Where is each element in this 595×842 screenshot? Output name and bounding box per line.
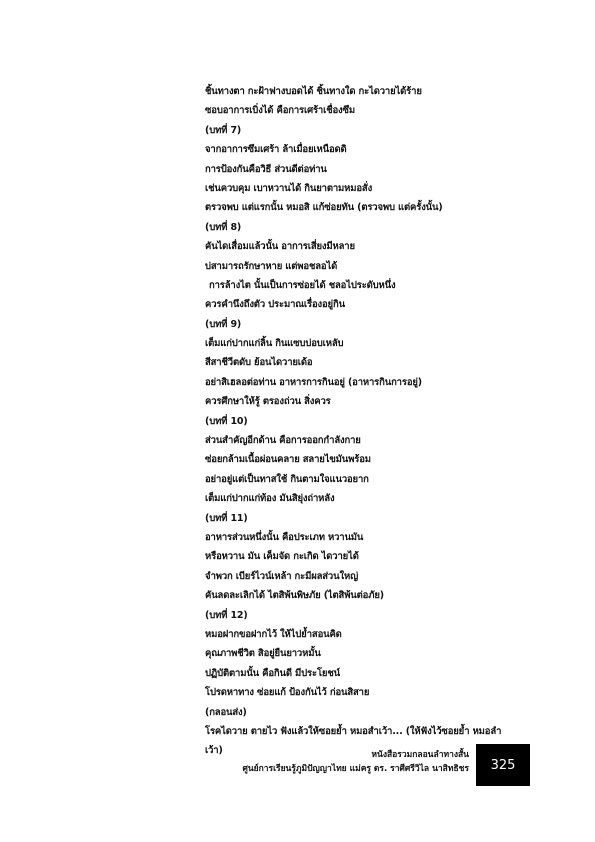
poem-line: การล้างไต นั้นเป็นการซ่อยได้ ชลอไประดับหนึ่ง <box>209 279 396 291</box>
footer-institution: ศูนย์การเรียนรู้ภูมิปัญญาไทย แม่ครู ดร. ราศีศรีวิไล นาสิทธิชร <box>242 764 469 774</box>
poem-line: หรือหวาน มัน เค็มจัด กะเกิด ไดวายได้ <box>205 551 359 563</box>
stanza-heading: (บทที่ 11) <box>205 512 248 524</box>
page-number-box <box>476 744 530 786</box>
poem-line: อาหารส่วนหนึ่งนั้น คือประเภท หวานมัน <box>205 531 364 543</box>
poem-line: จำพวก เบียร์ไวน์เหล้า กะมีผลส่วนใหญ่ <box>205 570 359 582</box>
footer-text <box>242 748 469 776</box>
poem-line: ชิ้นทางตา กะฝ้าฟางบอดได้ ชิ้นทางใด กะไดวายได้ร้าย <box>205 86 422 97</box>
page-number: 325 <box>490 757 516 773</box>
stanza-heading: (บทที่ 10) <box>205 415 248 427</box>
poem-line: เต็มแก่ปากแก่ลิ้น กินแซบบ่อบเหลับ <box>205 338 344 350</box>
poem-line: คันลดละเลิกได้ ไตสิพ้นพิษภัย (ไตสิพ้นต่อภัย) <box>205 590 384 602</box>
stanza-heading: (บทที่ 7) <box>205 124 242 136</box>
poem-line: คันไดเสื่อมแล้วนั้น อาการเสี่ยงมีหลาย <box>205 241 355 253</box>
poem-line: หมอฝากขอฝากไว้ ให้ไปย้ำสอนคิด <box>205 628 342 640</box>
poem-line: อย่าสิเฮลอต่อท่าน อาหารการกินอยู่ (อาหารกินการอยู่) <box>205 376 422 388</box>
stanza-heading: (บทที่ 8) <box>205 221 242 233</box>
poem-line: ซ่อยกล้ามเนื้อผ่อนคลาย สลายไขมันพร้อม <box>205 454 371 466</box>
poem-line: โปรดหาทาง ซ่อยแก้ ป้องกันไว้ ก่อนสิสาย <box>205 687 370 699</box>
poem-body <box>205 82 575 761</box>
poem-line: เช่นควบคุม เบาหวานได้ กินยาตามหมอสั่ง <box>205 182 373 194</box>
stanza-heading: (บทที่ 9) <box>205 318 242 330</box>
poem-line: สีสาชีวีตดับ ย้อนไดวายเด้อ <box>205 357 313 369</box>
poem-line: ซอบอาการเบิ่งได้ คือการเศร้าเชื่องซึม <box>205 105 355 117</box>
poem-line: การป้องกันคือวิธี ส่วนดีต่อท่าน <box>205 163 327 175</box>
poem-line: คุณภาพชีวิต สิอยู่ยืนยาวหมั้น <box>205 648 321 660</box>
poem-line: อย่าอยู่แต่เป็นทาสใช้ กินตามใจแนวอยาก <box>205 473 369 485</box>
poem-line: บ่สามารถรักษาหาย แต่พอชลอได้ <box>205 260 338 272</box>
poem-line: เว้า) <box>205 745 223 757</box>
poem-line: ตรวจพบ แต่แรกนั้น หมอสิ แก้ซ่อยทัน (ตรวจพบ แต่ครั้งนั้น) <box>205 202 443 214</box>
poem-line: จากอาการซึมเศร้า ล้าเมื่อยเหนือดดิ <box>205 144 347 156</box>
stanza-heading: (บทที่ 12) <box>205 609 248 621</box>
poem-line: ส่วนสำคัญอีกด้าน คือการออกกำลังกาย <box>205 435 361 447</box>
poem-line: ควรคำนึงถึงตัว ประมาณเรื่องอยู่กิน <box>205 299 345 311</box>
poem-line: ปฏิบัติตามนั้น คือกินดี มีประโยชน์ <box>205 667 340 679</box>
stanza-heading: (กลอนส่ง) <box>205 706 247 718</box>
page-footer <box>0 744 595 786</box>
poem-line: ควรศึกษาให้รู้ ตรองถ่วน สิ่งควร <box>205 396 331 408</box>
poem-line: เต็มแก่ปากแก่ท้อง มันสิยุ่งถ่าหลัง <box>205 493 335 505</box>
poem-line: โรคไดวาย ตายไว ฟังแล้วให้ซอยย้ำ หมอสำเว้า... (ให้ฟังไว้ซอยย้ำ หมอลำ <box>205 725 502 737</box>
footer-book-title: หนังสือรวมกลอนลำทางสั้น <box>371 750 469 760</box>
